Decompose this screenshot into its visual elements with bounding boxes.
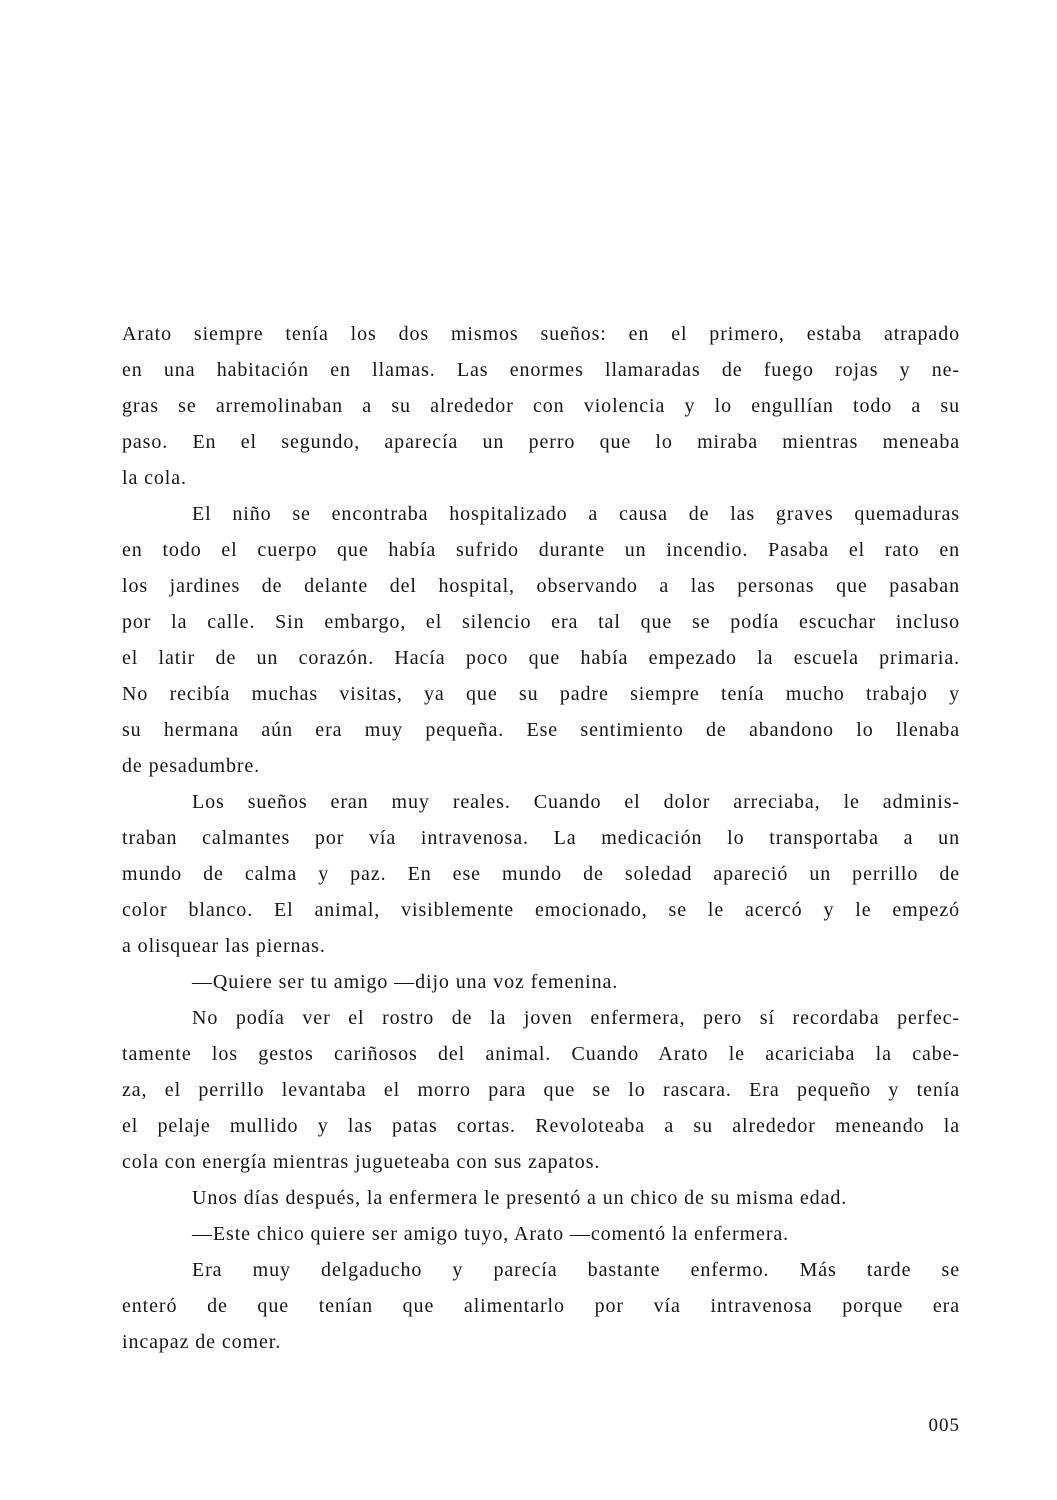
- text-line: a olisquear las piernas.: [122, 935, 326, 957]
- text-line: Los sueños eran muy reales. Cuando el dolor arreciaba, le adminis-: [192, 791, 960, 813]
- text-line: en todo el cuerpo que había sufrido durante un incendio. Pasaba el rato en: [122, 539, 960, 561]
- text-line: Unos días después, la enfermera le presentó a un chico de su misma edad.: [192, 1187, 848, 1209]
- text-line: gras se arremolinaban a su alrededor con violencia y lo engullían todo a su: [122, 395, 960, 417]
- text-line: por la calle. Sin embargo, el silencio era tal que se podía escuchar incluso: [122, 611, 960, 633]
- text-line: cola con energía mientras jugueteaba con sus zapatos.: [122, 1151, 601, 1173]
- paragraph: [122, 316, 960, 496]
- text-line: Era muy delgaducho y parecía bastante enfermo. Más tarde se: [192, 1259, 960, 1281]
- paragraph: [122, 496, 960, 784]
- text-line: la cola.: [122, 467, 187, 489]
- page-number: 005: [928, 1415, 960, 1436]
- paragraph: [122, 1180, 960, 1216]
- text-line: El niño se encontraba hospitalizado a causa de las graves quemaduras: [192, 503, 960, 525]
- text-line: za, el perrillo levantaba el morro para que se lo rascara. Era pequeño y tenía: [122, 1079, 960, 1101]
- text-line: No recibía muchas visitas, ya que su padre siempre tenía mucho trabajo y: [122, 683, 960, 705]
- text-line: incapaz de comer.: [122, 1331, 282, 1353]
- paragraph: [122, 1000, 960, 1180]
- text-line: color blanco. El animal, visiblemente emocionado, se le acercó y le empezó: [122, 899, 960, 921]
- text-line: el latir de un corazón. Hacía poco que había empezado la escuela primaria.: [122, 647, 960, 669]
- paragraph: [122, 964, 960, 1000]
- text-line: su hermana aún era muy pequeña. Ese sentimiento de abandono lo llenaba: [122, 719, 960, 741]
- text-line: traban calmantes por vía intravenosa. La medicación lo transportaba a un: [122, 827, 960, 849]
- text-line: —Quiere ser tu amigo —dijo una voz femenina.: [192, 971, 619, 993]
- text-line: de pesadumbre.: [122, 755, 261, 777]
- text-line: en una habitación en llamas. Las enormes llamaradas de fuego rojas y ne-: [122, 359, 960, 381]
- text-line: No podía ver el rostro de la joven enfermera, pero sí recordaba perfec-: [192, 1007, 960, 1029]
- text-line: Arato siempre tenía los dos mismos sueños: en el primero, estaba atrapado: [122, 323, 960, 345]
- text-line: paso. En el segundo, aparecía un perro que lo miraba mientras meneaba: [122, 431, 960, 453]
- text-line: los jardines de delante del hospital, observando a las personas que pasaban: [122, 575, 960, 597]
- text-line: tamente los gestos cariñosos del animal. Cuando Arato le acariciaba la cabe-: [122, 1043, 960, 1065]
- text-line: el pelaje mullido y las patas cortas. Revoloteaba a su alrededor meneando la: [122, 1115, 960, 1137]
- paragraph: [122, 784, 960, 964]
- text-line: enteró de que tenían que alimentarlo por vía intravenosa porque era: [122, 1295, 960, 1317]
- paragraph: [122, 1216, 960, 1252]
- text-line: —Este chico quiere ser amigo tuyo, Arato —comentó la enfermera.: [192, 1223, 790, 1245]
- body-text-block: [122, 316, 960, 1360]
- paragraph: [122, 1252, 960, 1360]
- text-line: mundo de calma y paz. En ese mundo de soledad apareció un perrillo de: [122, 863, 960, 885]
